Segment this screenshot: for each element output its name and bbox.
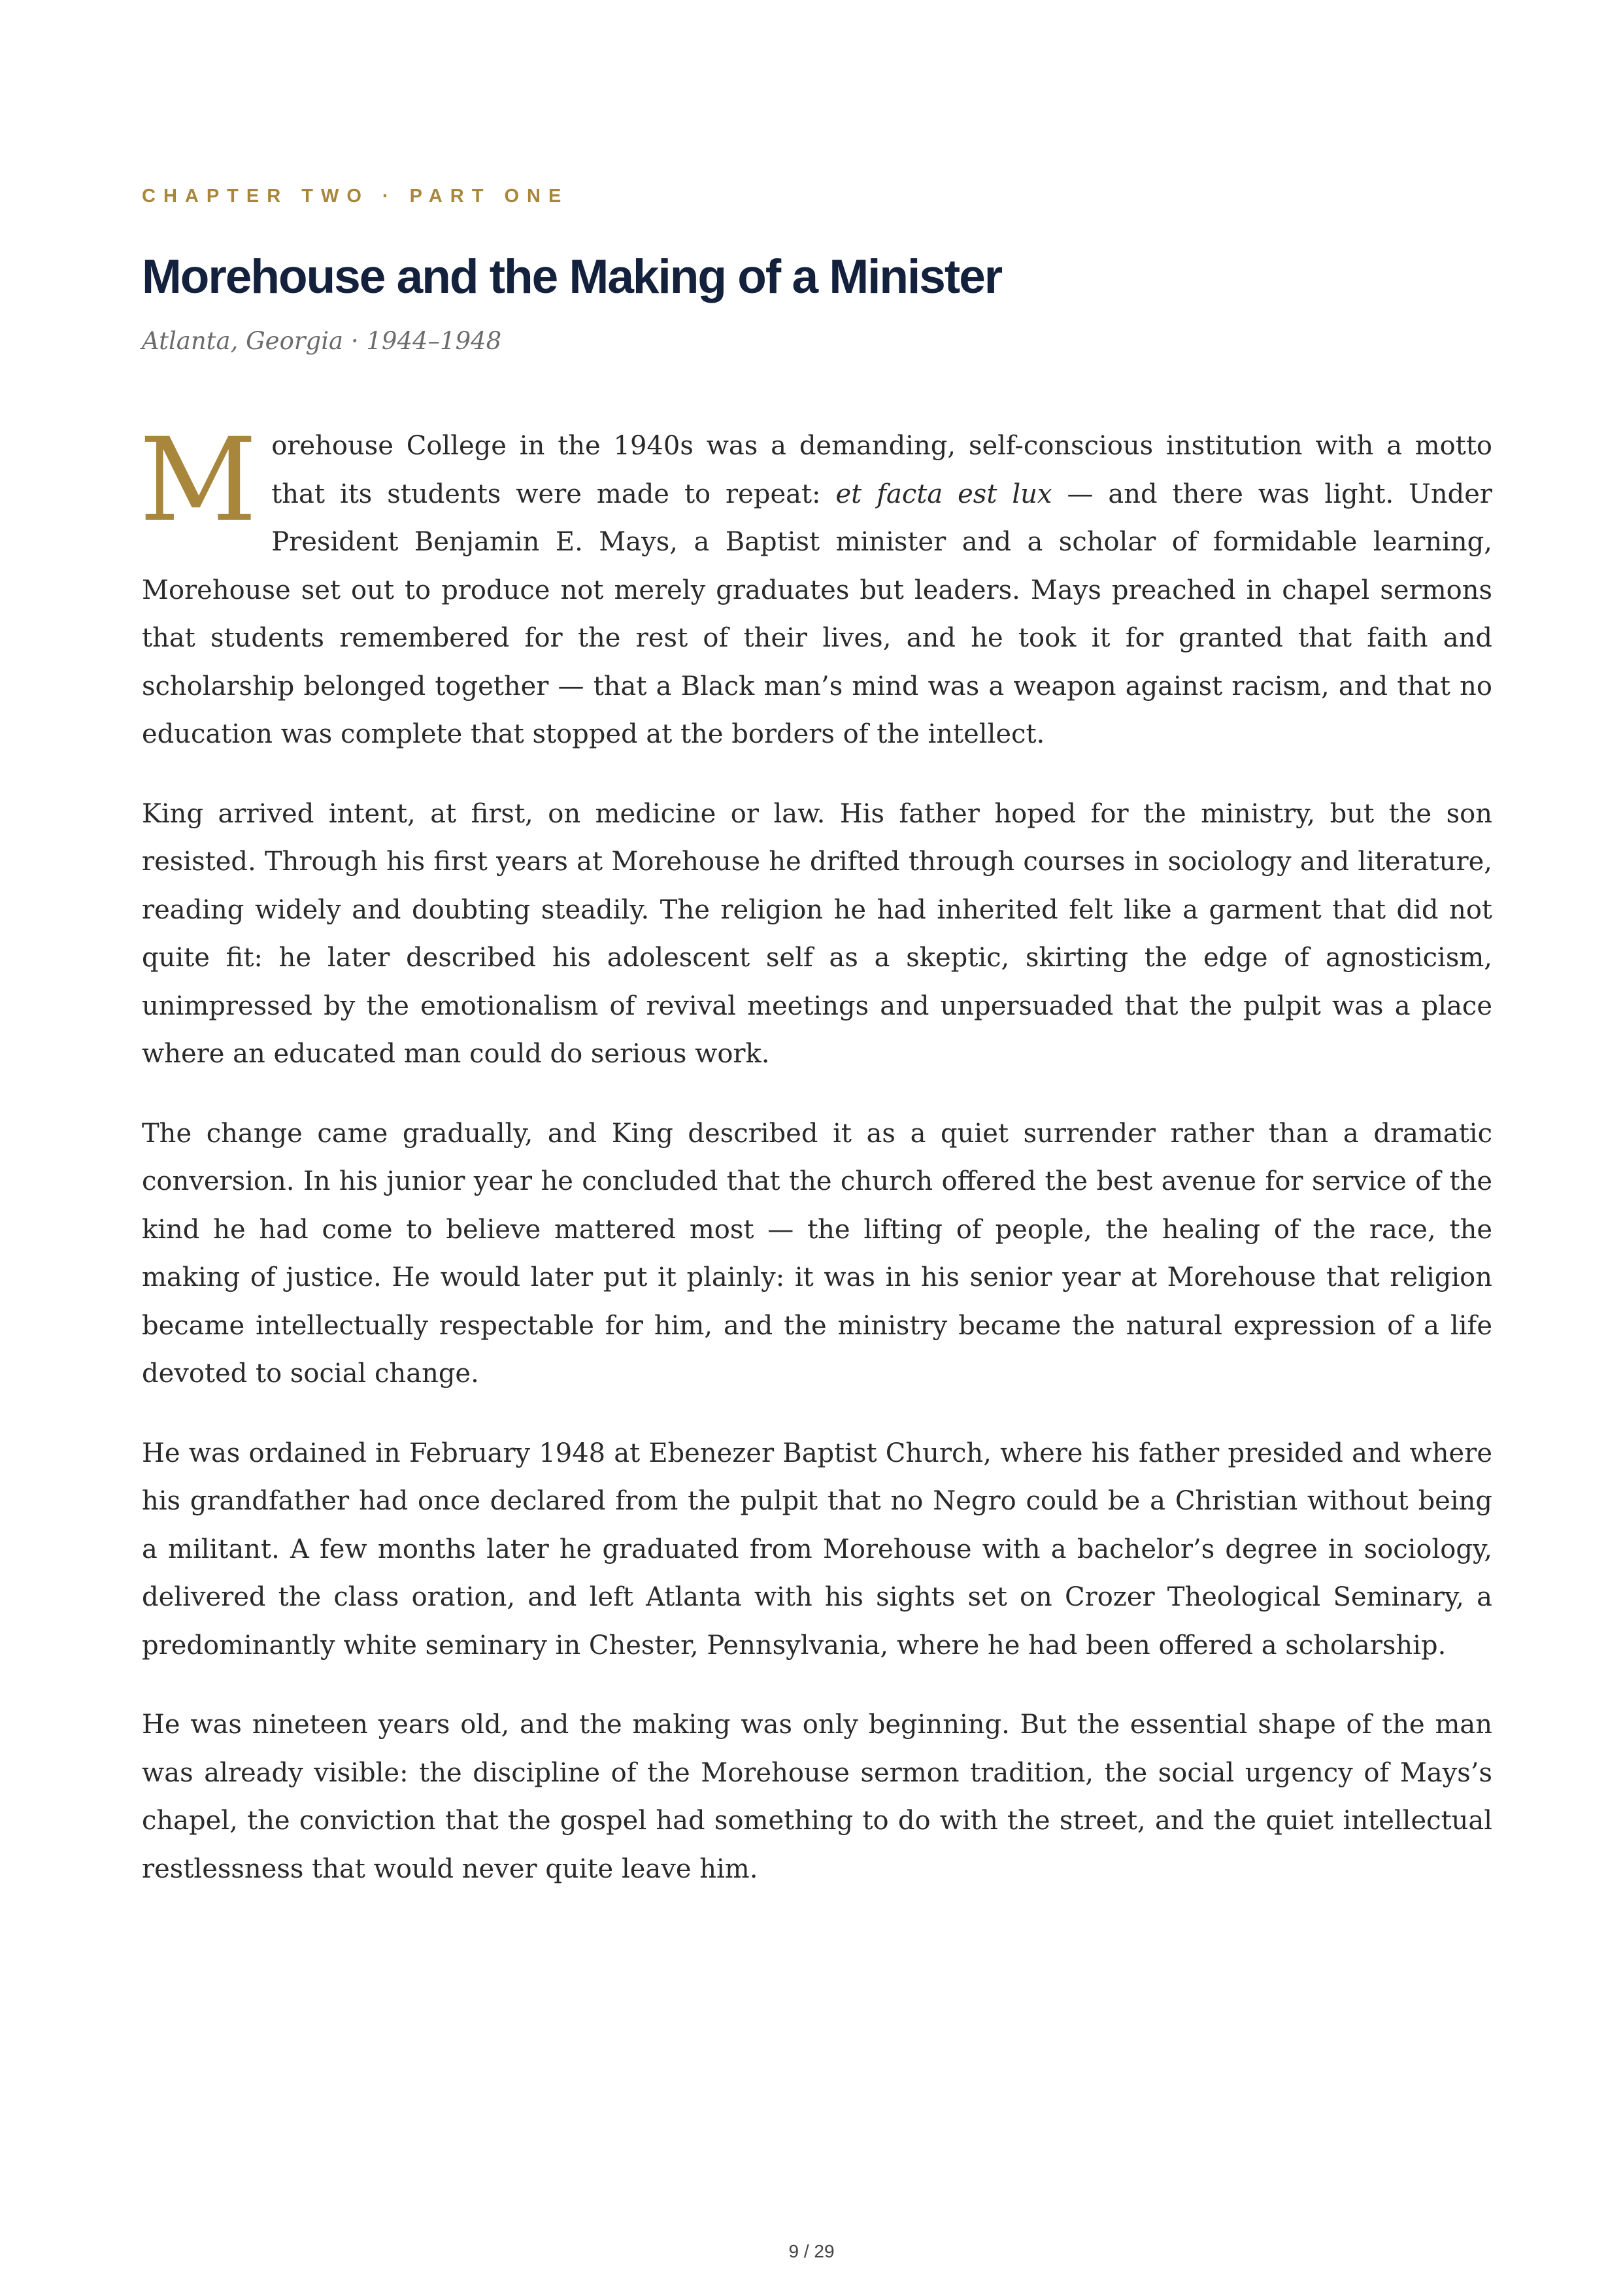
page-number: 9 / 29 (788, 2241, 835, 2261)
chapter-eyebrow: CHAPTER TWO · PART ONE (142, 186, 569, 207)
paragraph-1-text-a: orehouse College in the 1940s was a demanding, self-conscious institution with a motto that its students were made to repeat: (271, 431, 1492, 509)
chapter-title: Morehouse and the Making of a Minister (142, 250, 1002, 303)
drop-cap: M (139, 413, 258, 547)
paragraph-2: King arrived intent, at first, on medicine or law. His father hoped for the ministry, but the son resisted. Through his first years at Morehouse he drifted through courses in sociology and literature, reading widely and doubting steadily. The religion he had inherited felt like a garment that did not quite fit: he later described his adolescent self as a skeptic, skirting the edge of agnosticism, unimpressed by the emotionalism of revival meetings and unpersuaded that the pulpit was a place where an educated man could do serious work. (142, 798, 1492, 1069)
paragraph-3: The change came gradually, and King described it as a quiet surrender rather than a dramatic conversion. In his junior year he concluded that the church offered the best avenue for service of the kind he had come to believe mattered most — the lifting of people, the healing of the race, the making of justice. He would later put it plainly: it was in his senior year at Morehouse that religion became intellectually respectable for him, and the ministry became the natural expression of a life devoted to social change. (142, 1118, 1492, 1389)
latin-motto: et facta est lux (835, 479, 1052, 509)
paragraph-1 (139, 413, 1492, 759)
paragraph-4: He was ordained in February 1948 at Ebenezer Baptist Church, where his father presided and where his grandfather had once declared from the pulpit that no Negro could be a Christian without being a militant. A few months later he graduated from Morehouse with a bachelor’s degree in sociology, delivered the class oration, and left Atlanta with his sights set on Crozer Theological Seminary, a predominantly white seminary in Chester, Pennsylvania, where he had been offered a scholarship. (142, 1438, 1492, 1661)
chapter-subtitle: Atlanta, Georgia · 1944–1948 (142, 327, 502, 355)
paragraph-5: He was nineteen years old, and the making was only beginning. But the essential shape of the man was already visible: the discipline of the Morehouse sermon tradition, the social urgency of Mays’s chapel, the conviction that the gospel had something to do with the street, and the quiet intellectual restlessness that would never quite leave him. (142, 1710, 1492, 1884)
chapter-body (139, 413, 1492, 1925)
paragraph-1-text-b: — and there was light. Under President Benjamin E. Mays, a Baptist minister and a scholar of formidable learning, Morehouse set out to produce not merely graduates but leaders. Mays preached in chapel sermons that students remembered for the rest of their lives, and he took it for granted that faith and scholarship belonged together — that a Black man’s mind was a weapon against racism, and that no education was complete that stopped at the borders of the intellect. (142, 479, 1492, 749)
